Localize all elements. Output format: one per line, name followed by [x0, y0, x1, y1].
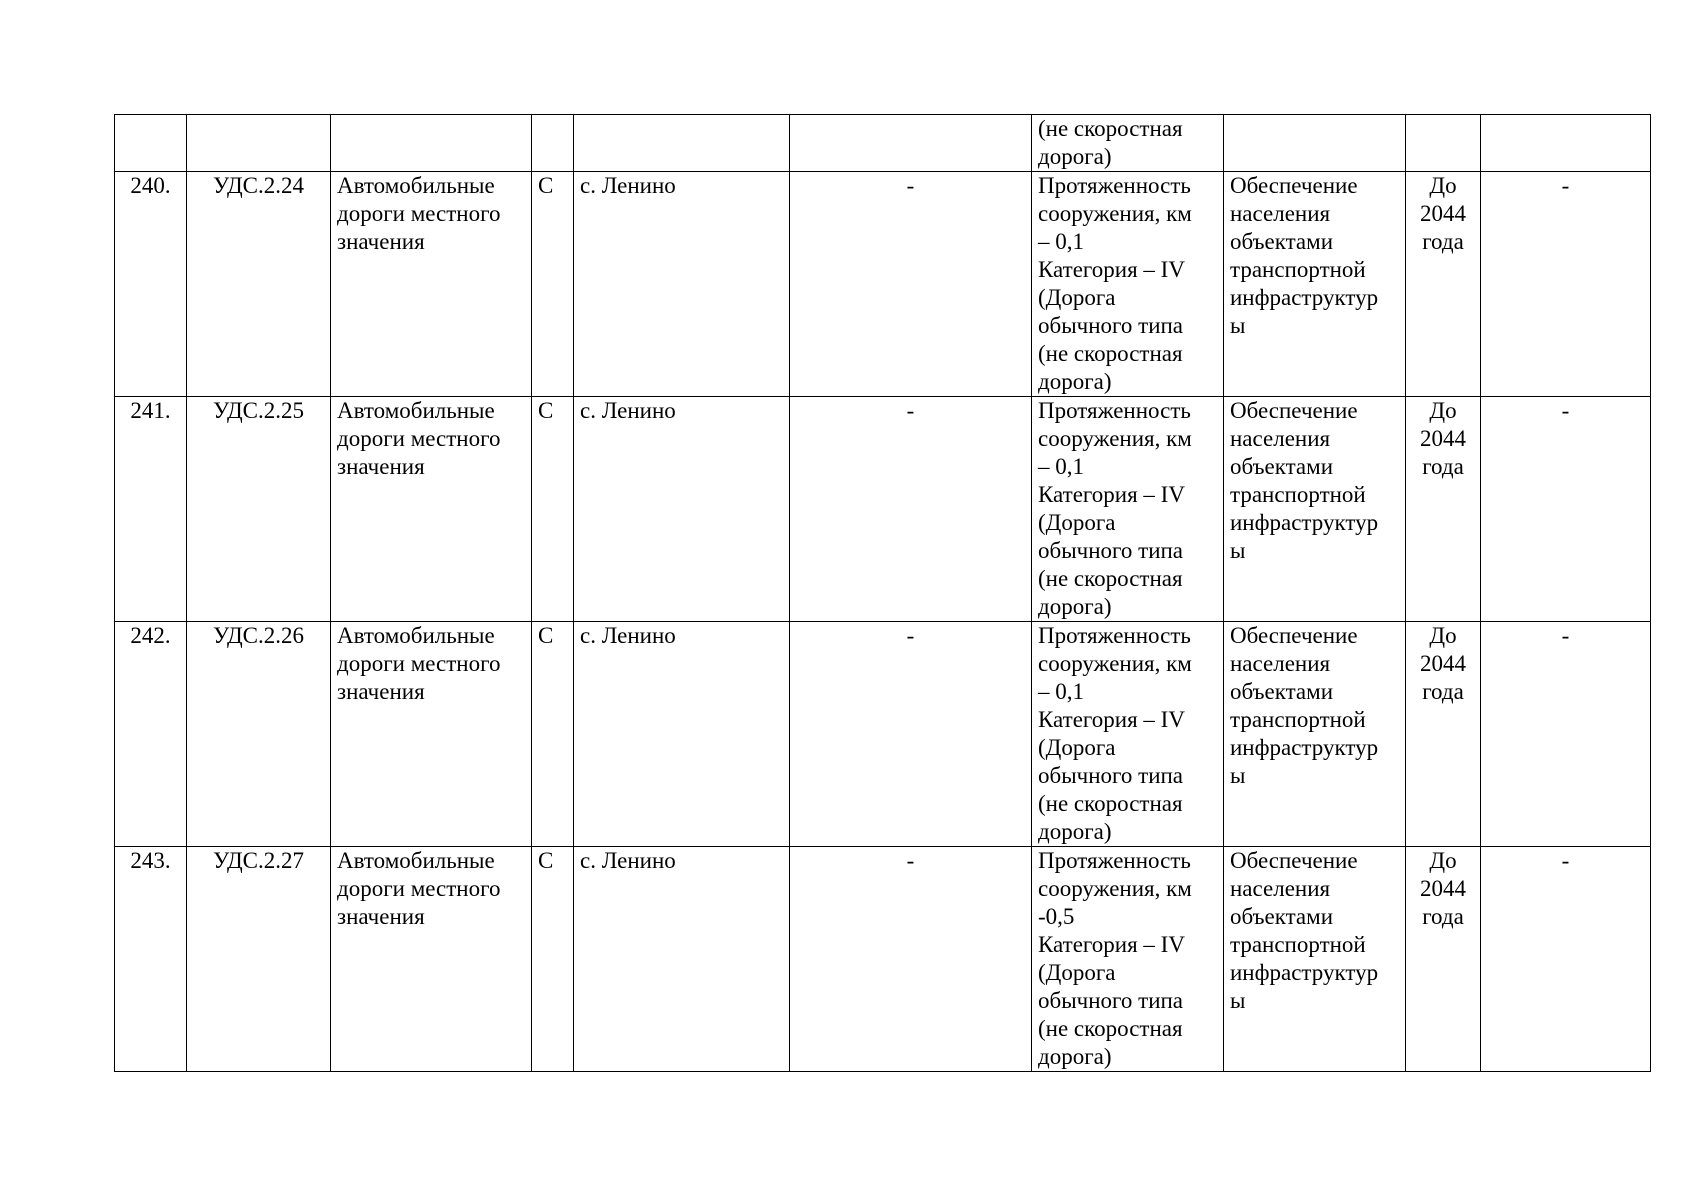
- characteristics-line: (Дорога: [1038, 960, 1116, 985]
- cell-code: УДС.2.25: [187, 397, 331, 622]
- cell-term: [1406, 622, 1481, 847]
- characteristics-line: (Дорога: [1038, 285, 1116, 310]
- purpose-line: Обеспечение: [1230, 623, 1358, 648]
- characteristics-line: Протяженность: [1038, 173, 1191, 198]
- purpose-line: инфраструктур: [1230, 960, 1379, 985]
- name-line: значения: [337, 679, 425, 704]
- characteristics-line: дорога): [1038, 369, 1112, 394]
- table-row: [115, 622, 1651, 847]
- characteristics-line: Протяженность: [1038, 398, 1191, 423]
- term-line: года: [1422, 454, 1464, 479]
- cell-last: -: [1481, 847, 1651, 1072]
- term-line: 2044: [1420, 201, 1466, 226]
- characteristics-line: сооружения, км: [1038, 426, 1192, 451]
- purpose-line: ы: [1230, 988, 1246, 1013]
- cell-zone: [790, 115, 1032, 172]
- purpose-line: транспортной: [1230, 707, 1366, 732]
- cell-location: с. Ленино: [574, 397, 790, 622]
- characteristics-line: Категория – IV: [1038, 257, 1185, 282]
- cell-status: [532, 115, 574, 172]
- characteristics-line: Протяженность: [1038, 848, 1191, 873]
- characteristics-line: Категория – IV: [1038, 482, 1185, 507]
- cell-num: 240.: [115, 172, 187, 397]
- characteristics-line: Протяженность: [1038, 623, 1191, 648]
- objects-table: [114, 114, 1651, 1072]
- purpose-line: населения: [1230, 426, 1331, 451]
- term-line: До: [1429, 848, 1457, 873]
- cell-name: [331, 622, 532, 847]
- term-line: года: [1422, 679, 1464, 704]
- cell-purpose: [1224, 847, 1406, 1072]
- purpose-line: Обеспечение: [1230, 848, 1358, 873]
- characteristics-line: Категория – IV: [1038, 707, 1185, 732]
- purpose-line: населения: [1230, 201, 1331, 226]
- characteristics-line: дорога): [1038, 1044, 1112, 1069]
- purpose-line: транспортной: [1230, 257, 1366, 282]
- purpose-line: ы: [1230, 313, 1246, 338]
- table-row: [115, 847, 1651, 1072]
- term-line: До: [1429, 173, 1457, 198]
- characteristics-line: (не скоростная: [1038, 341, 1183, 366]
- purpose-line: транспортной: [1230, 482, 1366, 507]
- cell-purpose: [1224, 172, 1406, 397]
- cell-code: УДС.2.27: [187, 847, 331, 1072]
- cell-characteristics: [1032, 397, 1224, 622]
- characteristics-line: обычного типа: [1038, 538, 1184, 563]
- purpose-line: ы: [1230, 763, 1246, 788]
- name-line: значения: [337, 229, 425, 254]
- cell-name: [331, 172, 532, 397]
- cell-status: С: [532, 847, 574, 1072]
- cell-purpose: [1224, 622, 1406, 847]
- cell-term: [1406, 397, 1481, 622]
- cell-characteristics: [1032, 622, 1224, 847]
- purpose-line: инфраструктур: [1230, 735, 1379, 760]
- name-line: Автомобильные: [337, 173, 495, 198]
- cell-last: [1481, 115, 1651, 172]
- characteristics-line: дорога): [1038, 819, 1112, 844]
- purpose-line: объектами: [1230, 904, 1334, 929]
- table-row: [115, 397, 1651, 622]
- cell-name: [331, 847, 532, 1072]
- purpose-line: объектами: [1230, 229, 1334, 254]
- cell-zone: -: [790, 847, 1032, 1072]
- name-line: значения: [337, 454, 425, 479]
- name-line: дороги местного: [337, 876, 501, 901]
- term-line: До: [1429, 623, 1457, 648]
- purpose-line: ы: [1230, 538, 1246, 563]
- table-row: [115, 172, 1651, 397]
- cell-name: [331, 115, 532, 172]
- characteristics-line: обычного типа: [1038, 313, 1184, 338]
- purpose-line: населения: [1230, 651, 1331, 676]
- characteristics-line: обычного типа: [1038, 763, 1184, 788]
- characteristics-line: (Дорога: [1038, 510, 1116, 535]
- cell-code: УДС.2.24: [187, 172, 331, 397]
- cell-last: -: [1481, 622, 1651, 847]
- cell-num: [115, 115, 187, 172]
- cell-location: с. Ленино: [574, 172, 790, 397]
- characteristics-line: сооружения, км: [1038, 876, 1192, 901]
- characteristics-line: сооружения, км: [1038, 201, 1192, 226]
- characteristics-line: (не скоростная: [1038, 791, 1183, 816]
- name-line: дороги местного: [337, 426, 501, 451]
- name-line: дороги местного: [337, 201, 501, 226]
- characteristics-line: Категория – IV: [1038, 932, 1185, 957]
- characteristics-line: – 0,1: [1038, 454, 1084, 479]
- cell-purpose: [1224, 397, 1406, 622]
- cell-last: -: [1481, 397, 1651, 622]
- cell-location: [574, 115, 790, 172]
- characteristics-line: – 0,1: [1038, 679, 1084, 704]
- cell-location: с. Ленино: [574, 847, 790, 1072]
- term-line: 2044: [1420, 876, 1466, 901]
- purpose-line: транспортной: [1230, 932, 1366, 957]
- table-body: [115, 115, 1651, 1072]
- table-row-continuation: [115, 115, 1651, 172]
- term-line: До: [1429, 398, 1457, 423]
- cell-num: 242.: [115, 622, 187, 847]
- characteristics-line: (не скоростная: [1038, 566, 1183, 591]
- purpose-line: инфраструктур: [1230, 285, 1379, 310]
- characteristics-line: (Дорога: [1038, 735, 1116, 760]
- purpose-line: объектами: [1230, 454, 1334, 479]
- cell-location: с. Ленино: [574, 622, 790, 847]
- cell-characteristics: [1032, 847, 1224, 1072]
- cell-zone: -: [790, 397, 1032, 622]
- characteristics-line: (не скоростная: [1038, 116, 1183, 141]
- cell-zone: -: [790, 172, 1032, 397]
- characteristics-line: сооружения, км: [1038, 651, 1192, 676]
- name-line: Автомобильные: [337, 398, 495, 423]
- cell-characteristics: [1032, 172, 1224, 397]
- cell-num: 241.: [115, 397, 187, 622]
- term-line: 2044: [1420, 426, 1466, 451]
- term-line: 2044: [1420, 651, 1466, 676]
- cell-purpose: [1224, 115, 1406, 172]
- cell-name: [331, 397, 532, 622]
- characteristics-line: – 0,1: [1038, 229, 1084, 254]
- characteristics-line: дорога): [1038, 594, 1112, 619]
- cell-zone: -: [790, 622, 1032, 847]
- cell-num: 243.: [115, 847, 187, 1072]
- cell-status: С: [532, 622, 574, 847]
- cell-last: -: [1481, 172, 1651, 397]
- purpose-line: Обеспечение: [1230, 398, 1358, 423]
- cell-status: С: [532, 172, 574, 397]
- name-line: Автомобильные: [337, 623, 495, 648]
- purpose-line: населения: [1230, 876, 1331, 901]
- cell-term: [1406, 847, 1481, 1072]
- name-line: значения: [337, 904, 425, 929]
- term-line: года: [1422, 904, 1464, 929]
- purpose-line: Обеспечение: [1230, 173, 1358, 198]
- term-line: года: [1422, 229, 1464, 254]
- characteristics-line: -0,5: [1038, 904, 1075, 929]
- cell-code: УДС.2.26: [187, 622, 331, 847]
- characteristics-line: дорога): [1038, 144, 1112, 169]
- cell-code: [187, 115, 331, 172]
- purpose-line: объектами: [1230, 679, 1334, 704]
- cell-term: [1406, 115, 1481, 172]
- cell-status: С: [532, 397, 574, 622]
- cell-characteristics: [1032, 115, 1224, 172]
- cell-term: [1406, 172, 1481, 397]
- purpose-line: инфраструктур: [1230, 510, 1379, 535]
- name-line: дороги местного: [337, 651, 501, 676]
- characteristics-line: (не скоростная: [1038, 1016, 1183, 1041]
- name-line: Автомобильные: [337, 848, 495, 873]
- characteristics-line: обычного типа: [1038, 988, 1184, 1013]
